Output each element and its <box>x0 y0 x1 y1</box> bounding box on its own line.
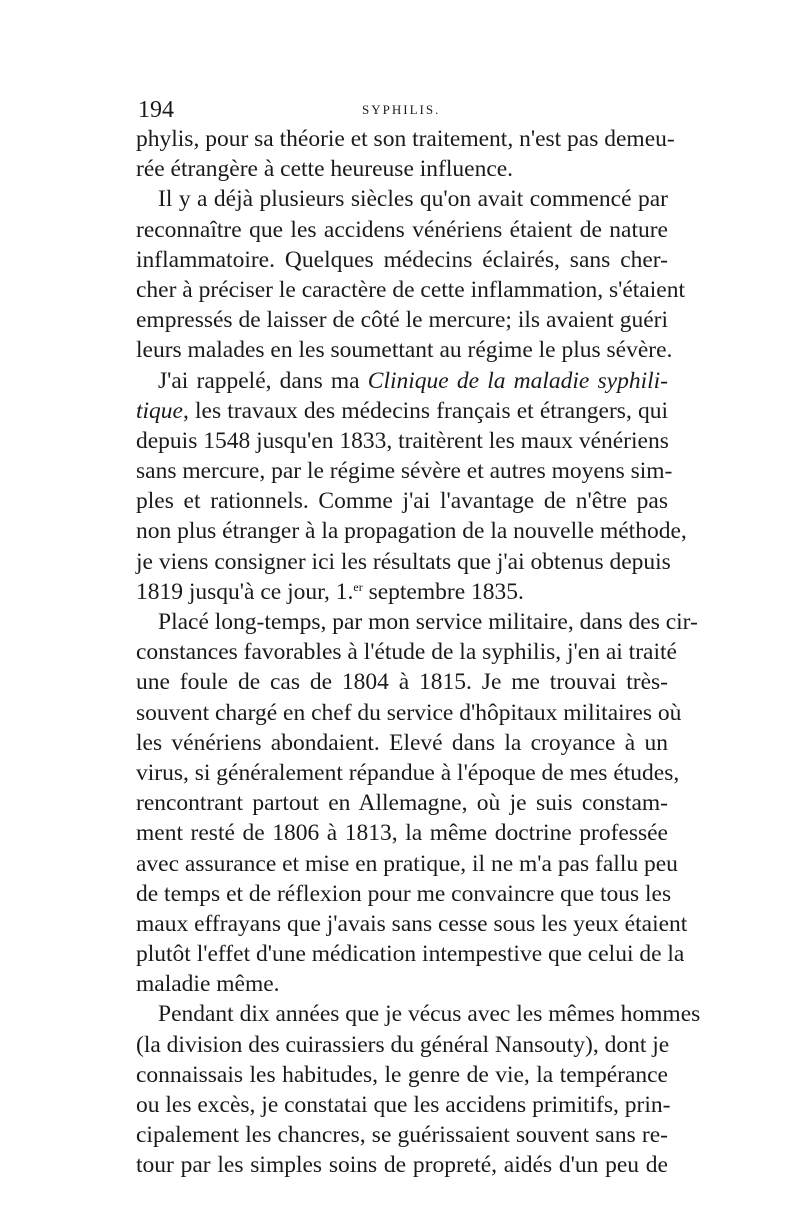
text-line: ment resté de 1806 à 1813, la même doctrine professée <box>136 820 668 847</box>
text-line: rée étrangère à cette heureuse influence. <box>136 156 514 183</box>
running-head <box>136 96 668 124</box>
body-text <box>136 124 701 1181</box>
text-line: tour par les simples soins de propreté, aidés d'un peu de <box>136 1152 668 1179</box>
text-line: les vénériens abondaient. Elevé dans la croyance à un <box>136 729 668 756</box>
text-line: Placé long-temps, par mon service militaire, dans des cir- <box>158 609 698 635</box>
text-line: je viens consigner ici les résultats que j'ai obtenus depuis <box>136 548 671 575</box>
ordinal-superscript: er <box>353 579 363 594</box>
text-line: constances favorables à l'étude de la syphilis, j'en ai traité <box>136 639 677 666</box>
text-line: ou les excès, je constatai que les accidens primitifs, prin- <box>136 1092 671 1118</box>
text-line: plutôt l'effet d'une médication intempestive que celui de la <box>136 941 685 968</box>
page-number: 194 <box>138 97 174 123</box>
text-line: une foule de cas de 1804 à 1815. Je me trouvai très- <box>136 669 668 696</box>
text-line: Il y a déjà plusieurs siècles qu'on avait commencé par <box>158 186 668 213</box>
text-line: ples et rationnels. Comme j'ai l'avantage de n'être pas <box>136 488 668 515</box>
book-page <box>136 96 701 1181</box>
text-line: J'ai rappelé, dans ma Clinique de la maladie syphili- <box>158 367 668 394</box>
text-line: inflammatoire. Quelques médecins éclairés, sans cher- <box>136 246 668 273</box>
book-title-italic: tique <box>136 397 183 424</box>
text-line: maux effrayans que j'avais sans cesse sous les yeux étaient <box>136 910 688 937</box>
text-line: reconnaître que les accidens vénériens étaient de nature <box>136 216 668 243</box>
text-line: rencontrant partout en Allemagne, où je suis constam- <box>136 790 668 817</box>
text-line: non plus étranger à la propagation de la nouvelle méthode, <box>136 518 687 545</box>
text-line: cher à préciser le caractère de cette inflammation, s'étaient <box>136 276 685 303</box>
text-line: avec assurance et mise en pratique, il ne m'a pas fallu peu <box>136 850 678 877</box>
text-line: virus, si généralement répandue à l'époque de mes études, <box>136 759 680 786</box>
text-line: Pendant dix années que je vécus avec les mêmes hommes <box>158 1001 701 1028</box>
text-line: empressés de laisser de côté le mercure; ils avaient guéri <box>136 307 668 334</box>
text-line: souvent chargé en chef du service d'hôpitaux militaires où <box>136 699 682 726</box>
text-line: connaissais les habitudes, le genre de vie, la tempérance <box>136 1061 668 1088</box>
running-title: SYPHILIS. <box>362 102 441 117</box>
text-line-with-superscript: 1819 jusqu'à ce jour, 1.$^{er}$ septembre 1835. <box>136 578 524 605</box>
text-line: sans mercure, par le régime sévère et autres moyens sim- <box>136 458 673 485</box>
text-line: leurs malades en les soumettant au régime le plus sévère. <box>136 337 673 364</box>
book-title-italic: Clinique de la maladie syphili- <box>367 367 668 394</box>
text-line: maladie même. <box>136 971 280 998</box>
text-line: cipalement les chancres, se guérissaient souvent sans re- <box>136 1122 668 1149</box>
text-line: de temps et de réflexion pour me convaincre que tous les <box>136 880 672 907</box>
text-line: phylis, pour sa théorie et son traitement, n'est pas demeu- <box>136 126 675 152</box>
text-line: depuis 1548 jusqu'en 1833, traitèrent les maux vénériens <box>136 427 669 454</box>
text-line: tique, les travaux des médecins français et étrangers, qui <box>136 397 668 424</box>
text-line: (la division des cuirassiers du général Nansouty), dont je <box>136 1031 670 1058</box>
